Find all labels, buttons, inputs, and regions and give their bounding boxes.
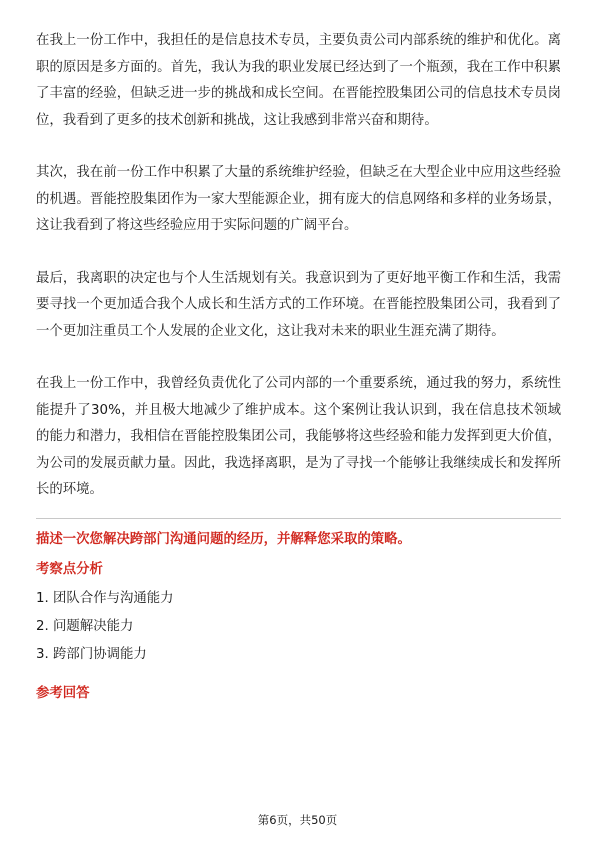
analysis-list	[36, 585, 561, 669]
analysis-heading: 考察点分析	[36, 561, 103, 577]
paragraph-3: 最后，我离职的决定也与个人生活规划有关。我意识到为了更好地平衡工作和生活，我需要寻找一个更加适合我个人成长和生活方式的工作环境。在晋能控股集团公司，我看到了一个更加注重员工个人发展的企业文化，这让我对未来的职业生涯充满了期待。	[36, 270, 561, 339]
page-number: 第6页，共50页	[257, 813, 338, 827]
analysis-item-2: 2. 问题解决能力	[36, 618, 134, 634]
analysis-item-1: 1. 团队合作与沟通能力	[36, 590, 174, 606]
document-body	[36, 28, 561, 709]
interview-question: 描述一次您解决跨部门沟通问题的经历，并解释您采取的策略。	[36, 531, 411, 547]
analysis-item-3: 3. 跨部门协调能力	[36, 646, 147, 662]
paragraph-1: 在我上一份工作中，我担任的是信息技术专员，主要负责公司内部系统的维护和优化。离职的原因是多方面的。首先，我认为我的职业发展已经达到了一个瓶颈，我在工作中积累了丰富的经验，但缺乏进一步的挑战和成长空间。在晋能控股集团公司的信息技术专员岗位，我看到了更多的技术创新和挑战，这让我感到非常兴奋和期待。	[36, 33, 561, 128]
reference-answer-heading: 参考回答	[36, 685, 90, 701]
paragraph-4: 在我上一份工作中，我曾经负责优化了公司内部的一个重要系统，通过我的努力，系统性能提升了30%，并且极大地减少了维护成本。这个案例让我认识到，我在信息技术领域的能力和潜力，我相信在晋能控股集团公司，我能够将这些经验和能力发挥到更大价值，为公司的发展贡献力量。因此，我选择离职，是为了寻找一个能够让我继续成长和发挥所长的环境。	[36, 376, 561, 497]
paragraph-2: 其次，我在前一份工作中积累了大量的系统维护经验，但缺乏在大型企业中应用这些经验的机遇。晋能控股集团作为一家大型能源企业，拥有庞大的信息网络和多样的业务场景，这让我看到了将这些经验应用于实际问题的广阔平台。	[36, 165, 561, 233]
section-divider	[36, 518, 561, 519]
